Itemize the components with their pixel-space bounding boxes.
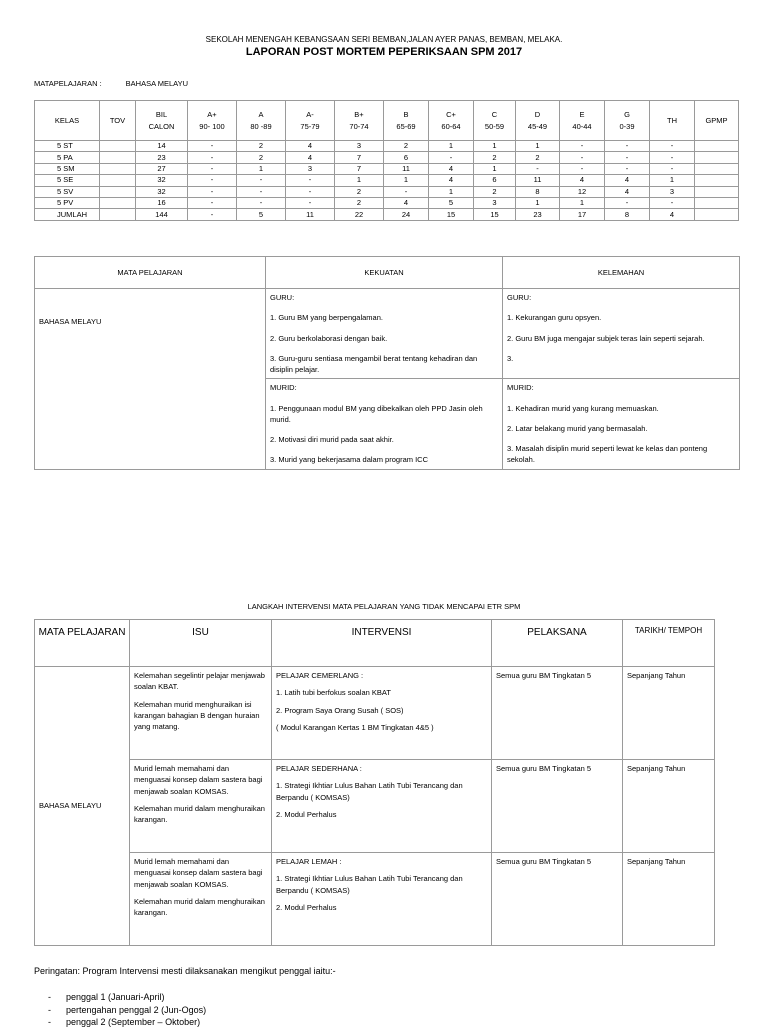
iv-issue-cell [130,853,272,946]
grade-cell: - [188,175,237,186]
grade-cell: - [605,141,650,152]
grade-cell: 7 [335,163,384,174]
guru-label: GURU: [507,293,532,302]
grade-cell: 1 [237,163,286,174]
grade-cell: 4 [605,175,650,186]
iv-group: PELAJAR LEMAH : [276,857,342,866]
grade-cell: 14 [136,141,188,152]
grade-cell [695,152,739,163]
grade-cell: 16 [136,197,188,208]
grade-cell [695,197,739,208]
iv-item: 2. Modul Perhalus [276,902,337,912]
intervention-heading: LANGKAH INTERVENSI MATA PELAJARAN YANG TIDAK MENCAPAI ETR SPM [247,602,521,611]
iv-executor: Semua guru BM Tingkatan 5 [492,853,623,946]
iv-item: 2. Modul Perhalus [276,809,337,819]
table-row [35,186,739,197]
murid-label: MURID: [270,383,297,393]
grade-cell: 15 [429,209,474,220]
grade-cell: 1 [429,186,474,197]
murid-weakness-item: 3. Masalah disiplin murid seperti lewat ke kelas dan ponteng sekolah. [507,444,708,465]
grade-cell: 1 [516,197,560,208]
class-name-cell: 5 SE [35,175,100,186]
iv-item: 1. Strategi Ikhtiar Lulus Bahan Latih Tubi Terancang dan Berpandu ( KOMSAS) [276,874,463,895]
grade-cell: 4 [286,141,335,152]
grade-cell [100,197,136,208]
grade-cell: - [560,141,605,152]
iv-issue: Murid lemah memahami dan menguasai konsep dalam sastera bagi menjawab soalan KOMSAS. [134,764,263,796]
term-item: - penggal 2 (September – Oktober) [48,1016,206,1029]
grade-cell: 2 [237,141,286,152]
class-name-cell: 5 SV [35,186,100,197]
class-name-cell: JUMLAH [35,209,100,220]
sw-header-subject: MATA PELAJARAN [35,257,266,289]
class-name-cell: 5 PV [35,197,100,208]
grade-header-cell: GPMP [695,101,739,141]
iv-executor: Semua guru BM Tingkatan 5 [492,667,623,760]
report-title: LAPORAN POST MORTEM PEPERIKSAAN SPM 2017 [245,46,523,58]
iv-intervention-cell [272,853,492,946]
table-row [35,163,739,174]
grade-cell: - [650,163,695,174]
iv-header-intervention: INTERVENSI [272,620,492,667]
grade-cell: - [384,186,429,197]
guru-weakness-item: 1. Kekurangan guru opsyen. [507,313,602,323]
grade-cell: - [188,152,237,163]
grade-cell: 11 [384,163,429,174]
iv-header-date: TARIKH/ TEMPOH [623,620,715,667]
grade-header-cell: A+ 90- 100 [188,101,237,141]
iv-date: Sepanjang Tahun [623,853,715,946]
term-item: - pertengahan penggal 2 (Jun-Ogos) [48,1004,206,1017]
grade-cell: 5 [237,209,286,220]
guru-label: GURU: [270,293,295,302]
grade-header-cell: C 50-59 [474,101,516,141]
grade-cell: 12 [560,186,605,197]
grade-cell: 3 [286,163,335,174]
grade-cell [695,141,739,152]
grade-cell: 2 [335,197,384,208]
iv-item: ( Modul Karangan Kertas 1 BM Tingkatan 4&5 ) [276,722,434,732]
reminder-note: Peringatan: Program Intervensi mesti dilaksanakan mengikut penggal iaitu:- [34,966,336,976]
murid-label: MURID: [507,383,534,393]
grade-cell: - [429,152,474,163]
grade-cell: 1 [474,163,516,174]
grade-cell: 1 [474,141,516,152]
grade-header-cell: G 0-39 [605,101,650,141]
sw-header-strength: KEKUATAN [266,257,503,289]
grade-cell: - [237,175,286,186]
grade-header-cell: D 45-49 [516,101,560,141]
subject-value: BAHASA MELAYU [125,79,189,88]
grade-cell: - [560,152,605,163]
grade-cell [100,152,136,163]
grade-cell: 32 [136,175,188,186]
guru-strength-item: 2. Guru berkolaborasi dengan baik. [270,333,388,343]
class-name-cell: 5 PA [35,152,100,163]
murid-strength-item: 2. Motivasi diri murid pada saat akhir. [270,435,394,444]
grade-cell: - [560,163,605,174]
grade-cell: 4 [286,152,335,163]
grade-cell: - [650,141,695,152]
grade-cell: 15 [474,209,516,220]
iv-date: Sepanjang Tahun [623,667,715,760]
iv-issue: Kelemahan murid dalam menghuraikan karangan. [134,803,265,824]
term-item: - penggal 1 (Januari-April) [48,991,206,1004]
grade-header-cell: B+ 70-74 [335,101,384,141]
grade-cell: 4 [560,175,605,186]
grade-cell: 32 [136,186,188,197]
grade-cell: - [237,197,286,208]
guru-strength-item: 3. Guru-guru sentiasa mengambil berat tentang kehadiran dan disiplin pelajar. [270,353,478,374]
grade-cell: 1 [650,175,695,186]
grade-cell: 1 [560,197,605,208]
grade-cell: - [237,186,286,197]
grade-cell: 23 [516,209,560,220]
grade-header-cell: C+ 60-64 [429,101,474,141]
grade-cell: - [286,197,335,208]
grade-cell: 2 [335,186,384,197]
grade-cell: 23 [136,152,188,163]
intervention-table [34,619,715,946]
grade-cell: 2 [237,152,286,163]
iv-intervention-cell [272,667,492,760]
guru-weakness-item: 3. [507,353,514,363]
grade-cell: 11 [286,209,335,220]
grade-cell: 2 [474,186,516,197]
school-name: SEKOLAH MENENGAH KEBANGSAAN SERI BEMBAN,JALAN AYER PANAS, BEMBAN, MELAKA. [205,35,563,44]
grade-cell: - [650,197,695,208]
grade-cell: - [188,197,237,208]
grade-header-cell: A- 75-79 [286,101,335,141]
table-row [35,209,739,220]
iv-header-executor: PELAKSANA [492,620,623,667]
murid-strength-item: 3. Murid yang bekerjasama dalam program ICC [270,455,428,465]
grade-cell: 8 [516,186,560,197]
grade-cell: 2 [384,141,429,152]
grade-cell [100,163,136,174]
iv-issue-cell [130,667,272,760]
grade-cell: 144 [136,209,188,220]
grade-cell: - [605,152,650,163]
grade-cell: 1 [429,141,474,152]
grade-cell: 4 [650,209,695,220]
iv-header-subject: MATA PELAJARAN [35,620,130,667]
grade-cell: 3 [650,186,695,197]
grade-table-header [35,101,739,141]
grade-cell: 6 [474,175,516,186]
sw-header-weakness: KELEMAHAN [503,257,740,289]
grade-cell: - [516,163,560,174]
sw-subject: BAHASA MELAYU [35,289,266,470]
grade-cell: 2 [516,152,560,163]
grade-header-cell: TH [650,101,695,141]
grade-cell: 4 [384,197,429,208]
iv-header-issue: ISU [130,620,272,667]
grade-header-cell: TOV [100,101,136,141]
grade-cell [100,186,136,197]
guru-strengths-cell [266,289,503,379]
grade-cell: - [188,186,237,197]
murid-weakness-item: 1. Kehadiran murid yang kurang memuaskan. [507,403,659,413]
grade-cell: 3 [474,197,516,208]
murid-strengths-cell [266,379,503,469]
iv-date: Sepanjang Tahun [623,760,715,853]
grade-cell: 5 [429,197,474,208]
grade-cell: 24 [384,209,429,220]
class-name-cell: 5 ST [35,141,100,152]
grade-cell [695,163,739,174]
grade-table [34,100,739,221]
subject-line [34,79,188,88]
class-name-cell: 5 SM [35,163,100,174]
grade-cell: - [605,163,650,174]
grade-cell: 3 [335,141,384,152]
grade-cell: 27 [136,163,188,174]
grade-cell [100,209,136,220]
table-row [35,141,739,152]
iv-group: PELAJAR SEDERHANA : [276,764,362,773]
grade-cell [100,141,136,152]
grade-cell: 22 [335,209,384,220]
iv-issue-cell [130,760,272,853]
guru-weaknesses-cell [503,289,740,379]
grade-cell: - [188,209,237,220]
grade-cell: - [286,175,335,186]
grade-header-cell: B 65-69 [384,101,429,141]
guru-strength-item: 1. Guru BM yang berpengalaman. [270,313,383,323]
grade-cell: 8 [605,209,650,220]
subject-label: MATAPELAJARAN : [34,79,102,88]
grade-cell: - [286,186,335,197]
grade-cell: - [188,163,237,174]
iv-item: 2. Program Saya Orang Susah ( SOS) [276,705,404,715]
iv-item: 1. Latih tubi berfokus soalan KBAT [276,688,391,698]
term-list [48,991,206,1029]
murid-weakness-item: 2. Latar belakang murid yang bermasalah. [507,423,648,433]
iv-executor: Semua guru BM Tingkatan 5 [492,760,623,853]
grade-cell: 4 [429,175,474,186]
grade-header-cell: E 40-44 [560,101,605,141]
murid-strength-item: 1. Penggunaan modul BM yang dibekalkan oleh PPD Jasin oleh murid. [270,403,483,424]
grade-cell: 17 [560,209,605,220]
grade-cell: 11 [516,175,560,186]
table-row [35,175,739,186]
grade-cell [100,175,136,186]
grade-cell: - [605,197,650,208]
grade-cell [695,186,739,197]
strength-weakness-table [34,256,740,470]
grade-cell: 1 [516,141,560,152]
table-row [35,152,739,163]
grade-cell: 6 [384,152,429,163]
iv-subject: BAHASA MELAYU [35,667,130,946]
iv-issue: Murid lemah memahami dan menguasai konsep dalam sastera bagi menjawab soalan KOMSAS. [134,857,263,889]
iv-issue: Kelemahan murid menghuraikan isi karangan bahagian B dengan huraian yang matang. [134,699,260,731]
grade-header-cell: BIL CALON [136,101,188,141]
grade-cell: 2 [474,152,516,163]
grade-cell [695,209,739,220]
iv-issue: Kelemahan murid dalam menghuraikan karangan. [134,896,265,917]
grade-cell: 4 [605,186,650,197]
iv-intervention-cell [272,760,492,853]
table-row [35,197,739,208]
iv-issue: Kelemahan segelintir pelajar menjawab soalan KBAT. [134,671,265,692]
grade-cell: 7 [335,152,384,163]
iv-item: 1. Strategi Ikhtiar Lulus Bahan Latih Tubi Terancang dan Berpandu ( KOMSAS) [276,781,463,802]
guru-weakness-item: 2. Guru BM juga mengajar subjek teras lain seperti sejarah. [507,333,705,343]
grade-cell [695,175,739,186]
grade-cell: 1 [384,175,429,186]
grade-header-cell: KELAS [35,101,100,141]
grade-cell: 4 [429,163,474,174]
grade-cell: - [650,152,695,163]
grade-cell: 1 [335,175,384,186]
iv-group: PELAJAR CEMERLANG : [276,671,364,680]
murid-weaknesses-cell [503,379,740,469]
grade-cell: - [188,141,237,152]
grade-header-cell: A 80 -89 [237,101,286,141]
